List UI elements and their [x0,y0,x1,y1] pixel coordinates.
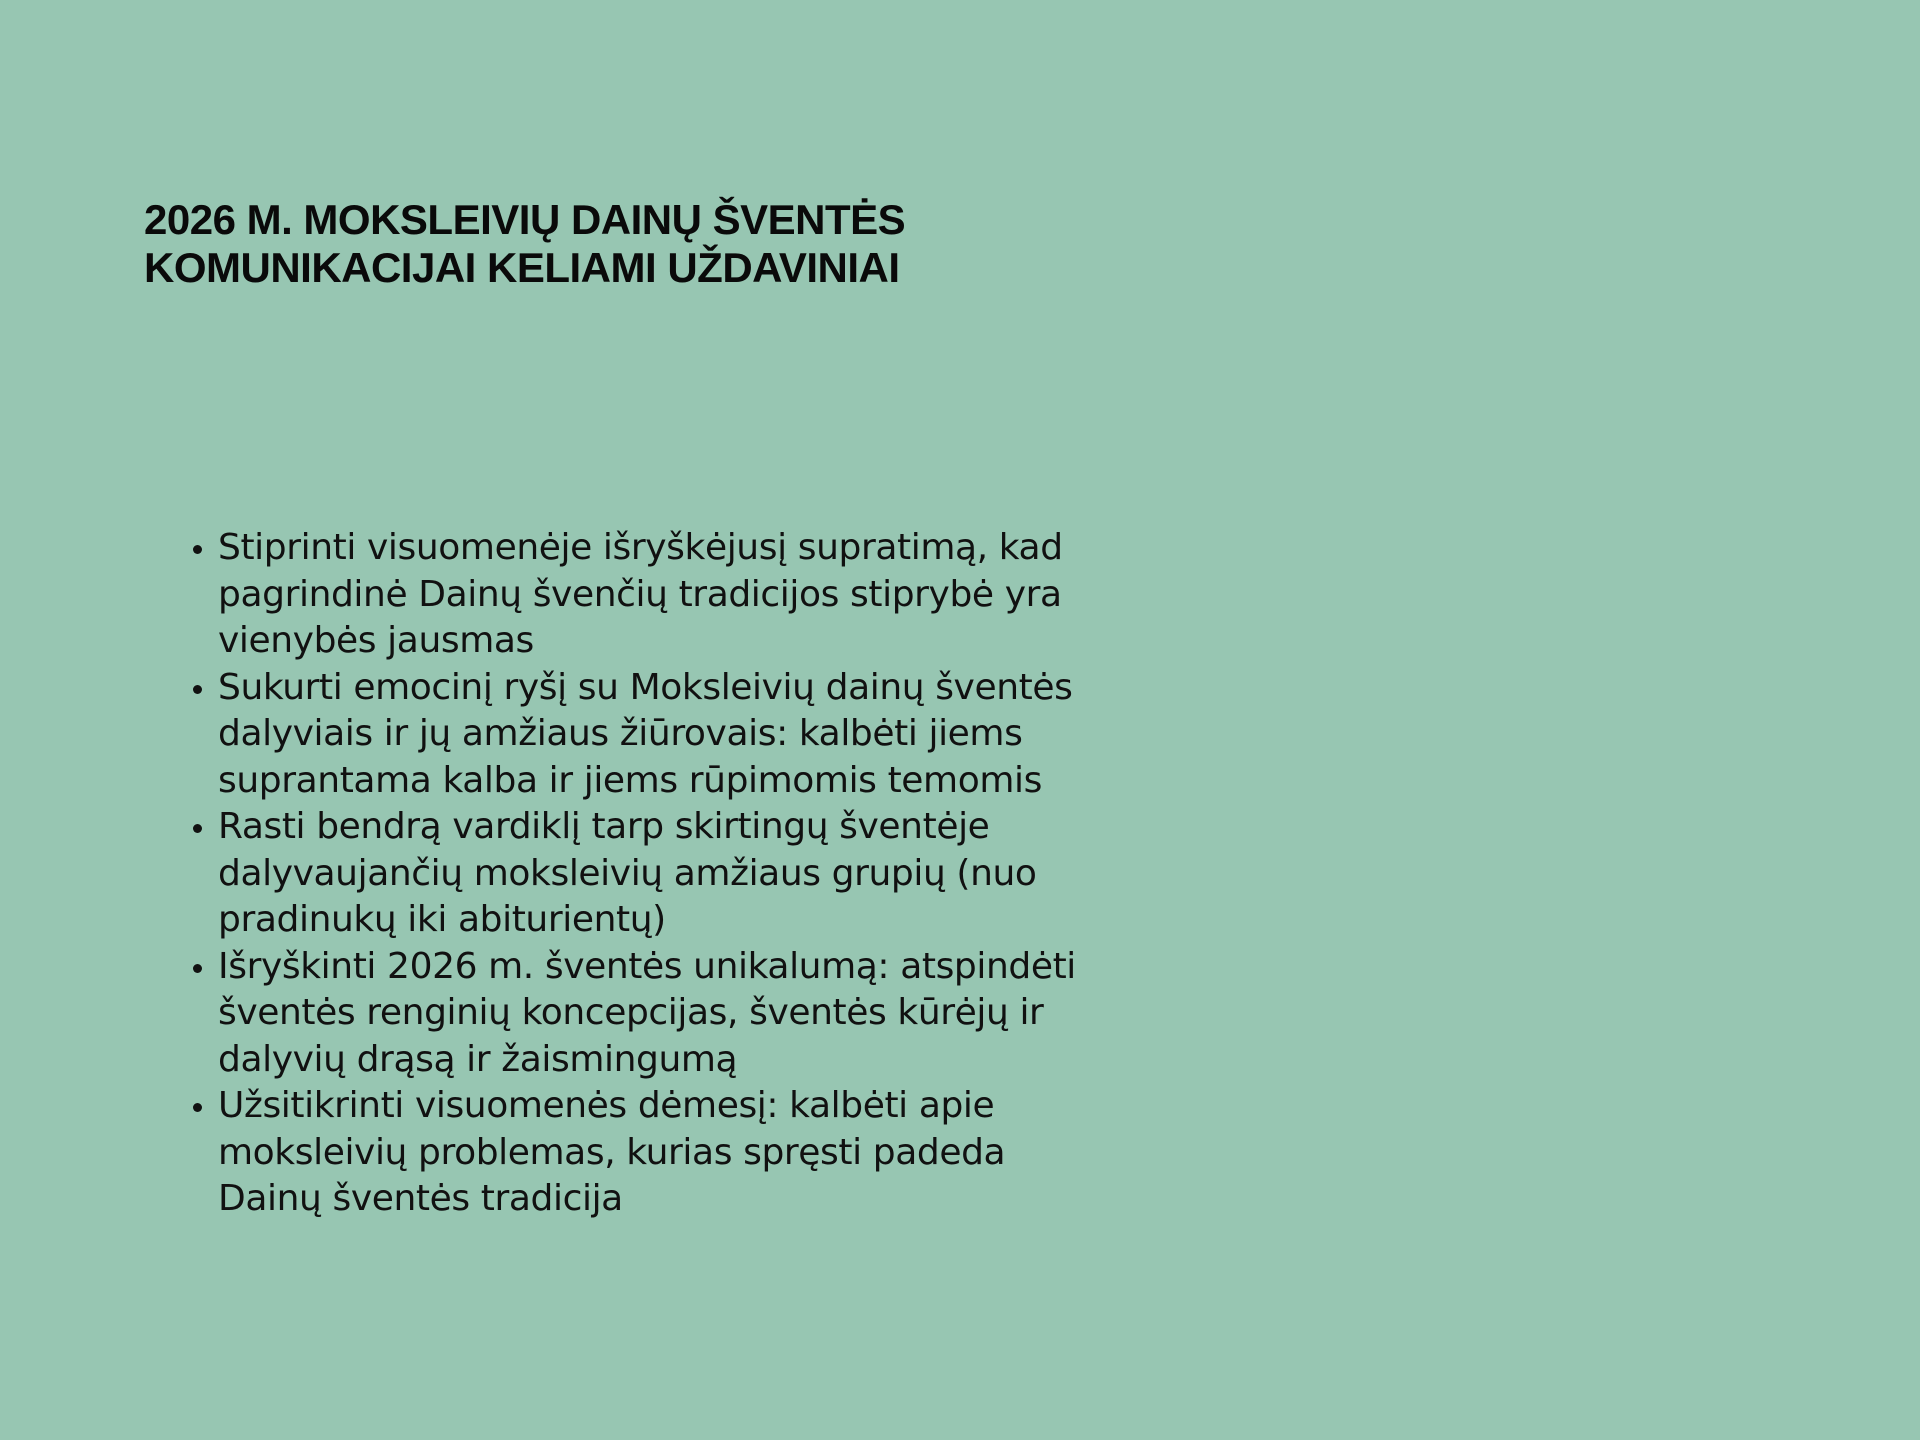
slide-title-line-2: KOMUNIKACIJAI KELIAMI UŽDAVINIAI [144,244,900,291]
task-item-4 [218,944,1298,1084]
task-item-2-line-1: • Sukurti emocinį ryšį su Moksleivių dainų šventės [218,666,1073,708]
task-item-3-line-3: pradinukų iki abiturientų) [218,899,666,940]
task-item-2-line-3: suprantama kalba ir jiems rūpimomis temomis [218,759,1042,801]
task-item-1-line-3: vienybės jausmas [218,620,534,661]
task-item-5 [218,1083,1298,1223]
task-item-4-line-2: šventės renginių koncepcijas, šventės kūrėjų ir [218,992,1044,1033]
task-item-1-line-2: pagrindinė Dainų švenčių tradicijos stiprybė yra [218,573,1062,615]
task-item-5-line-2: moksleivių problemas, kurias spręsti padeda [218,1131,1006,1173]
task-item-5-line-1: • Užsitikrinti visuomenės dėmesį: kalbėti apie [218,1085,995,1126]
task-item-3-line-2: dalyvaujančių moksleivių amžiaus grupių (nuo [218,852,1037,894]
slide-title-line-1: 2026 M. MOKSLEIVIŲ DAINŲ ŠVENTĖS [144,196,906,243]
task-item-3-line-1: • Rasti bendrą vardiklį tarp skirtingų šventėje [218,806,990,847]
task-item-1-line-1: • Stiprinti visuomenėje išryškėjusį supratimą, kad [218,527,1063,568]
task-item-2-line-2: dalyviais ir jų amžiaus žiūrovais: kalbėti jiems [218,713,1023,754]
task-item-3 [218,804,1298,944]
task-item-4-line-1: • Išryškinti 2026 m. šventės unikalumą: atspindėti [218,945,1076,987]
slide-title [144,196,1344,292]
task-item-1 [218,525,1298,665]
task-item-2 [218,665,1298,805]
task-item-4-line-3: dalyvių drąsą ir žaismingumą [218,1038,738,1080]
task-item-5-line-3: Dainų šventės tradicija [218,1178,623,1219]
task-list [178,525,1298,1223]
